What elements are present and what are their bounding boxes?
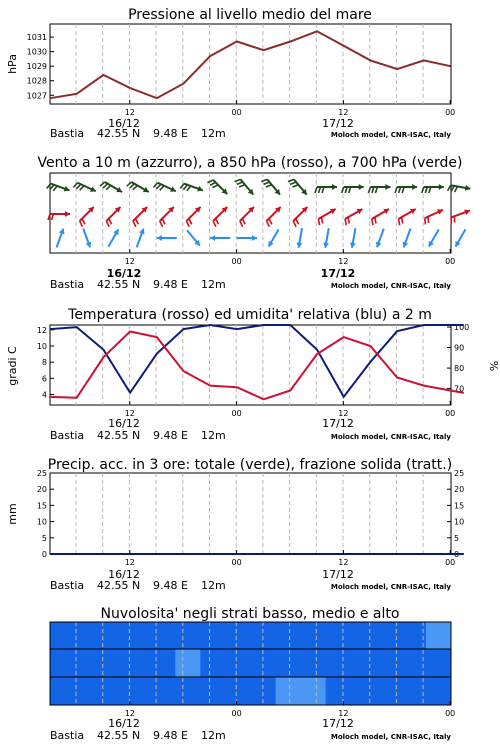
wind-barb-feather [318,219,319,225]
wind-barb-feather [288,179,294,181]
wind-barb-feather [293,221,296,227]
wind-barb [127,182,149,192]
temperature-footer [50,417,451,442]
cloud-cell [75,622,101,649]
cloud-cell [175,622,201,649]
wind-barb-feather [130,184,135,188]
wind-barb-feather [315,187,317,193]
date-label: 17/12 [320,267,356,280]
precip-ylabel: mm [6,503,19,525]
wind-barb [153,183,175,192]
y-tick-label: 4 [41,390,47,400]
station-name: Bastia [50,729,85,742]
wind-barb [108,229,118,246]
precip-y-ticks [37,469,54,559]
wind-barb-feather [242,219,245,225]
wind-barb-feather [133,186,138,190]
cloud-cell [276,677,302,705]
y-tick-label: 12 [36,325,47,335]
wind-barb-feather [264,182,270,184]
station-lon: 9.48 E [153,278,188,291]
wind-barb [237,235,257,241]
wind-barb-feather [162,219,165,225]
precip-title: Precip. acc. in 3 ore: totale (verde), frazione solida (tratt.) [47,457,453,473]
wind-barb-feather [398,219,399,225]
station-lat: 42.55 N [97,429,141,442]
wind-barb [350,228,356,248]
y-tick-label: 90 [454,343,465,353]
station-lat: 42.55 N [97,729,141,742]
cloud-cell [225,677,251,705]
x-tick-label: 12 [124,108,135,117]
wind-barb [403,229,411,248]
wind-barb [342,184,364,193]
x-tick-label: 00 [445,709,456,718]
wind-barb-feather [73,183,77,188]
humidity-ylabel: % [487,360,500,372]
precip-panel [6,457,464,592]
wind-barb-feather [187,186,191,191]
wind-panel [37,155,470,291]
pressure-line [50,31,451,98]
pressure-plot-area [50,24,451,104]
cloud-cell [326,677,352,705]
wind-barb [315,184,337,193]
wind-barb-feather [189,219,192,225]
wind-barb [80,207,94,227]
cloud-cell [150,677,176,705]
date-label: 17/12 [322,117,354,130]
wind-barb [451,209,470,223]
wind-barb-feather [80,221,83,227]
cloud-cell [100,649,126,677]
station-elevation: 12m [201,429,226,442]
y-tick-label: 0 [454,550,460,559]
cloud-cell [301,677,327,705]
x-tick-label: 12 [124,257,135,266]
station-lon: 9.48 E [153,729,188,742]
wind-barb [83,229,91,248]
wind-barb [133,207,147,227]
x-tick-label: 00 [445,558,456,567]
wind-barb [296,228,302,248]
pressure-panel [6,7,455,140]
wind-barb [187,230,200,245]
wind-barb-feather [82,219,85,225]
y-tick-label: 20 [36,485,47,495]
y-tick-label: 10 [454,517,465,527]
y-tick-label: 1031 [26,33,47,43]
wind-barb-feather [345,219,346,225]
y-tick-label: 6 [41,374,47,384]
y-tick-label: 80 [454,364,465,374]
y-tick-label: 15 [454,501,465,511]
wind-barb-head [385,184,390,190]
y-tick-label: 10 [36,517,47,527]
station-elevation: 12m [201,278,226,291]
cloud-cell [75,677,101,705]
wind-barb [210,235,230,241]
wind-barb [57,229,65,248]
wind-barb-feather [186,221,189,227]
wind-footer [50,267,451,291]
wind-barb [372,209,389,225]
wind-barb [429,229,439,246]
wind-barb-feather [375,217,376,223]
x-tick-label: 00 [445,409,456,418]
temperature-title: Temperatura (rosso) ed umidita' relativa (blu) a 2 m [68,307,432,323]
wind-barb-feather [267,221,270,227]
wind-barb-feather [239,185,245,187]
wind-barb [160,207,174,227]
x-tick-label: 00 [445,108,456,117]
cloud-cell [100,622,126,649]
wind-barbs [47,179,471,248]
cloud-cell [376,649,402,677]
cloud-cell [276,622,302,649]
model-credit: Moloch model, CNR-ISAC, Italy [330,131,451,139]
wind-barb [157,235,177,241]
wind-barb-feather [212,185,218,188]
wind-barb-head [332,184,337,190]
wind-barb-feather [109,219,112,225]
wind-barb-feather [235,179,241,181]
wind-barb [73,183,95,192]
wind-barb-feather [103,184,108,188]
station-lat: 42.55 N [97,579,141,592]
cloud-cells [50,622,452,705]
cloud-cell [426,677,452,705]
y-tick-label: 100 [454,323,470,333]
y-tick-label: 70 [454,384,465,394]
precip-y-ticks-right [447,469,464,559]
x-tick-label: 00 [231,108,242,117]
x-tick-label: 12 [338,257,349,266]
wind-barb [318,209,335,225]
date-label: 16/12 [108,568,140,581]
wind-barb [100,182,122,192]
wind-barb [235,179,254,194]
cloud-cell [150,622,176,649]
wind-barb-feather [106,221,109,227]
cloud-cell [326,622,352,649]
wind-barb-feather [261,179,267,181]
wind-barb [288,179,307,194]
wind-barb-feather [451,186,454,192]
y-tick-label: 0 [41,550,47,559]
cloud-cell [200,677,226,705]
x-tick-label: 12 [338,409,349,418]
date-label: 17/12 [322,417,354,430]
wind-barb-head [252,235,257,241]
wind-barb-feather [50,185,54,190]
cloud-cell [100,677,126,705]
cloud-cell [150,649,176,677]
station-elevation: 12m [201,729,226,742]
model-credit: Moloch model, CNR-ISAC, Italy [330,282,451,290]
wind-title: Vento a 10 m (azzurro), a 850 hPa (rosso), a 700 hPa (verde) [37,155,463,171]
y-tick-label: 1027 [26,91,47,101]
y-tick-label: 1030 [26,47,47,57]
wind-barb [267,207,281,227]
cloud-footer [50,717,451,742]
wind-barb-feather [321,217,322,223]
date-label: 16/12 [108,417,140,430]
wind-barb [368,184,390,193]
wind-barb-head [157,235,162,241]
cloud-panel [50,606,455,742]
wind-barb-feather [422,187,424,193]
wind-barb-feather [53,186,57,191]
cloud-cell [175,677,201,705]
precip-plot-area [50,473,451,554]
cloud-cell [301,649,327,677]
wind-barb-feather [348,217,349,223]
wind-barb [213,207,227,227]
x-tick-label: 12 [124,409,135,418]
station-name: Bastia [50,579,85,592]
wind-barb [345,209,362,225]
wind-barb [269,229,279,246]
y-tick-label: 20 [454,485,465,495]
station-lat: 42.55 N [97,127,141,140]
x-tick-label: 12 [338,558,349,567]
wind-barb-feather [133,221,136,227]
cloud-cell [326,649,352,677]
station-name: Bastia [50,278,85,291]
cloud-cell [351,649,377,677]
wind-barb-feather [153,183,157,188]
station-lon: 9.48 E [153,127,188,140]
y-tick-label: 5 [454,533,460,543]
temperature-y-ticks [37,326,54,400]
wind-barb-feather [372,219,373,225]
wind-barb [293,207,307,227]
wind-barb-feather [395,187,397,193]
temperature-ylabel: gradi C [6,346,19,386]
x-tick-label: 00 [231,709,242,718]
wind-barb-feather [180,184,184,189]
station-elevation: 12m [201,127,226,140]
wind-barb-head [359,184,364,190]
date-label: 16/12 [106,267,142,280]
wind-barb-head [210,235,215,241]
wind-barb-feather [425,218,426,224]
wind-barb-feather [80,186,84,191]
wind-barb-head [65,211,70,217]
wind-barb-feather [136,219,139,225]
station-lon: 9.48 E [153,429,188,442]
precip-gridlines [76,473,423,554]
wind-barb-feather [368,187,370,193]
wind-barb [425,209,443,224]
wind-barb-feather [210,182,216,185]
date-label: 16/12 [108,717,140,730]
x-tick-label: 00 [231,558,242,567]
x-tick-label: 00 [231,409,242,418]
wind-barb [240,207,254,227]
wind-barb-feather [290,182,296,184]
model-credit: Moloch model, CNR-ISAC, Italy [330,733,451,741]
cloud-cell [200,622,226,649]
station-name: Bastia [50,127,85,140]
wind-barb-feather [455,186,458,192]
temperature-panel [6,307,500,442]
wind-barb-feather [160,221,163,227]
x-tick-label: 00 [231,257,242,266]
cloud-cell [351,622,377,649]
x-tick-label: 12 [124,709,135,718]
cloud-title: Nuvolosita' negli strati basso, medio e alto [100,606,400,622]
wind-barb-feather [240,221,243,227]
model-credit: Moloch model, CNR-ISAC, Italy [330,433,451,441]
wind-barb-feather [296,219,299,225]
wind-barb-feather [216,219,219,225]
y-tick-label: 1029 [26,62,47,72]
cloud-cell [376,677,402,705]
station-lat: 42.55 N [97,278,141,291]
wind-barb-feather [428,217,429,223]
model-credit: Moloch model, CNR-ISAC, Italy [330,583,451,591]
wind-barb [398,209,415,225]
x-tick-label: 00 [445,257,456,266]
y-tick-label: 1028 [26,76,47,86]
pressure-gridlines [76,24,423,104]
x-tick-label: 12 [338,709,349,718]
wind-barb [323,228,329,248]
wind-barb [48,211,70,220]
humidity-y-ticks [447,323,469,394]
wind-barb-feather [342,187,344,193]
y-tick-label: 10 [36,342,47,352]
wind-barb [376,229,384,248]
wind-barb-head [412,184,417,190]
wind-barb [455,229,465,246]
cloud-cell [175,649,201,677]
pressure-ylabel: hPa [6,54,19,74]
cloud-cell [50,649,76,677]
y-tick-label: 25 [454,469,465,478]
x-tick-label: 12 [124,558,135,567]
date-label: 17/12 [322,717,354,730]
cloud-cell [376,622,402,649]
wind-barb [180,184,203,192]
cloud-cell [301,622,327,649]
wind-barb-feather [401,217,402,223]
wind-barb-feather [76,184,80,189]
cloud-cell [50,622,76,649]
wind-barb [137,229,145,248]
cloud-cell [426,622,452,649]
cloud-cell [75,649,101,677]
x-tick-label: 12 [338,108,349,117]
wind-barb [422,184,444,193]
y-tick-label: 5 [41,533,47,543]
cloud-cell [426,649,452,677]
y-tick-label: 15 [36,501,47,511]
y-tick-label: 25 [36,469,47,478]
y-tick-label: 8 [41,358,47,368]
cloud-cell [225,622,251,649]
wind-barb-feather [292,185,298,187]
wind-barb-feather [106,186,111,190]
pressure-footer [50,117,451,140]
station-lon: 9.48 E [153,579,188,592]
cloud-cell [200,649,226,677]
wind-barb-feather [160,186,164,191]
station-name: Bastia [50,429,85,442]
wind-barb-feather [266,185,272,187]
wind-barb-feather [448,185,451,191]
wind-barb [395,184,417,193]
wind-barb-feather [183,185,187,190]
cloud-cell [225,649,251,677]
wind-barb [207,180,227,194]
cloud-cell [276,649,302,677]
wind-barb [261,179,280,194]
cloud-cell [351,677,377,705]
wind-barb-feather [157,184,161,189]
wind-barb-feather [213,221,216,227]
station-elevation: 12m [201,579,226,592]
wind-barb-feather [237,182,243,184]
precip-footer [50,568,451,592]
humidity-line [50,325,464,397]
wind-barb [186,207,200,227]
date-label: 16/12 [108,117,140,130]
wind-barb-head [439,184,444,190]
pressure-title: Pressione al livello medio del mare [128,7,372,23]
wind-barb-feather [207,180,213,183]
date-label: 17/12 [322,568,354,581]
wind-barb [106,207,120,227]
cloud-cell [50,677,76,705]
wind-barb-feather [269,219,272,225]
